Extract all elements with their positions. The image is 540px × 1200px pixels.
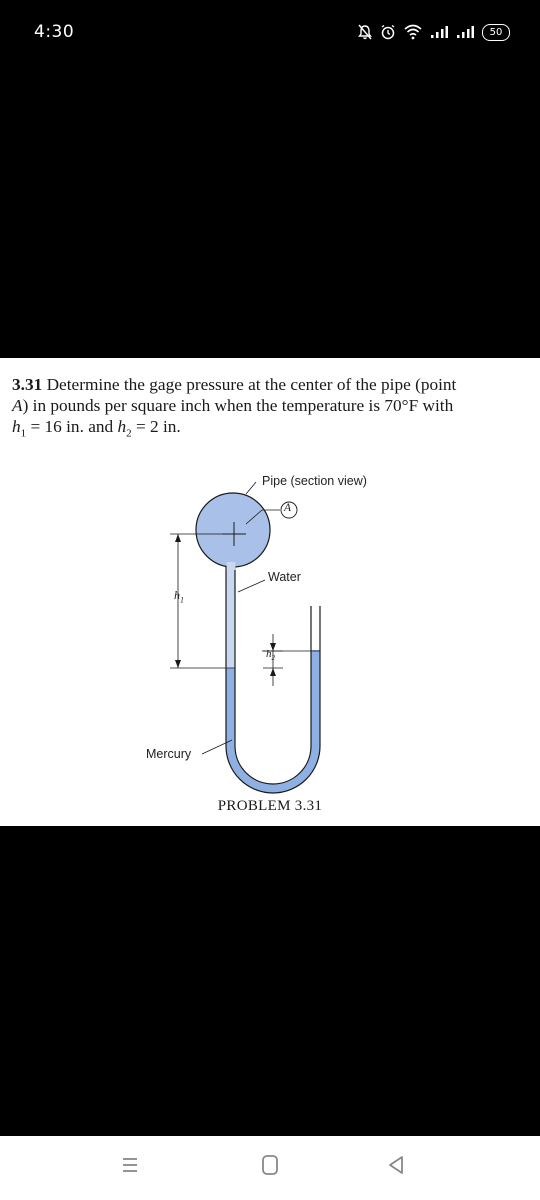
problem-line1: Determine the gage pressure at the center of the pipe (point xyxy=(46,375,457,394)
h1-label-symbol: h xyxy=(174,588,180,602)
left-leg-mercury xyxy=(226,668,235,748)
h1-subscript: 1 xyxy=(20,427,27,440)
black-region-top xyxy=(0,62,540,358)
wifi-icon xyxy=(404,24,422,40)
status-time: 4:30 xyxy=(34,22,75,42)
battery-icon: 50 xyxy=(482,24,510,41)
problem-point: A xyxy=(12,396,23,415)
water-label: Water xyxy=(268,570,301,584)
navigation-bar xyxy=(0,1136,540,1200)
alarm-icon xyxy=(380,24,396,40)
problem-number: 3.31 xyxy=(12,375,43,394)
h2-label xyxy=(266,648,275,662)
status-bar xyxy=(0,0,540,62)
mercury-label: Mercury xyxy=(146,747,192,761)
h1-label-sub: 1 xyxy=(180,595,184,605)
manometer-diagram xyxy=(0,458,540,798)
black-region-bottom xyxy=(0,826,540,1136)
problem-line2: ) in pounds per square inch when the temperature is 70°F with xyxy=(22,396,454,415)
manometer-figure xyxy=(0,458,540,826)
figure-caption: PROBLEM 3.31 xyxy=(217,798,323,814)
h2-subscript: 2 xyxy=(126,427,132,440)
problem-statement xyxy=(12,374,536,444)
mute-icon xyxy=(358,24,372,40)
h2-label-symbol: h xyxy=(266,648,272,660)
back-icon[interactable] xyxy=(386,1154,406,1176)
h1-label xyxy=(174,588,184,604)
pipe-label: Pipe (section view) xyxy=(262,474,367,488)
right-leg-mercury xyxy=(311,651,320,747)
pipe-section xyxy=(196,493,270,567)
status-icons xyxy=(358,20,510,44)
h2-symbol: h xyxy=(117,417,127,436)
home-icon[interactable] xyxy=(261,1154,279,1176)
signal-icon xyxy=(456,25,474,39)
h2-value: = 2 in. xyxy=(131,417,181,436)
h1-value: = 16 in. and xyxy=(26,417,118,436)
recents-icon[interactable] xyxy=(122,1154,138,1176)
point-a-label: A xyxy=(284,502,292,514)
signal-icon xyxy=(430,25,448,39)
h2-label-sub: 2 xyxy=(271,654,275,663)
h1-symbol: h xyxy=(12,417,21,436)
